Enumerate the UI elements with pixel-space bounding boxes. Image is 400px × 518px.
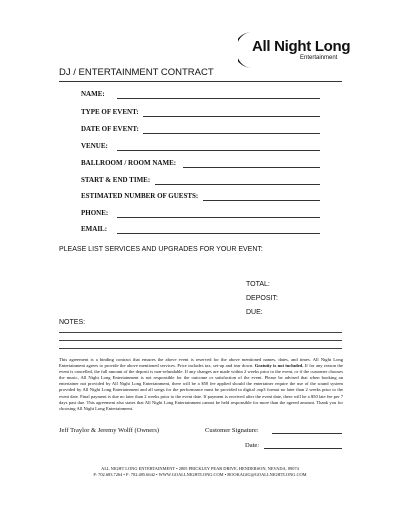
logo-tagline: Entertainment — [300, 55, 338, 61]
deposit-label: DEPOSIT: — [246, 295, 278, 302]
start-end-time-label: START & END TIME: — [81, 176, 151, 184]
type-of-event-line[interactable] — [143, 116, 320, 117]
page-title: DJ / ENTERTAINMENT CONTRACT — [59, 67, 214, 78]
customer-signature-line[interactable] — [272, 433, 342, 434]
title-divider — [59, 81, 342, 82]
type-of-event-field[interactable] — [81, 108, 321, 120]
notes-label: NOTES: — [59, 319, 86, 326]
owners-name: Jeff Traylor & Jeremy Wolff (Owners) — [59, 427, 160, 434]
guests-field[interactable] — [81, 192, 321, 204]
ballroom-field[interactable] — [81, 159, 321, 171]
date-label: Date: — [245, 442, 260, 449]
notes-line[interactable] — [59, 332, 342, 333]
total-label: TOTAL: — [246, 281, 270, 288]
notes-line[interactable] — [59, 348, 342, 349]
email-label: EMAIL: — [81, 225, 108, 233]
due-label: DUE: — [246, 309, 263, 316]
date-line[interactable] — [264, 448, 342, 449]
ballroom-line[interactable] — [183, 167, 320, 168]
phone-label: PHONE: — [81, 209, 109, 217]
footer — [40, 466, 360, 478]
email-line[interactable] — [117, 233, 320, 234]
type-of-event-label: TYPE OF EVENT: — [81, 108, 139, 116]
venue-label: VENUE: — [81, 142, 108, 150]
terms-text: This agreement is a binding contract that ensures the above event is reserved for the above mentioned names, dates, and times. All Night Long Entertainment agrees to provide the above mentioned services. Price includes tax, set-up and tear down. — [59, 357, 343, 369]
name-label: NAME: — [81, 90, 105, 98]
company-logo — [238, 30, 368, 70]
services-prompt: PLEASE LIST SERVICES AND UPGRADES FOR YOUR EVENT: — [59, 246, 263, 253]
date-of-event-line[interactable] — [143, 133, 320, 134]
name-field[interactable] — [81, 90, 321, 102]
ballroom-label: BALLROOM / ROOM NAME: — [81, 159, 177, 167]
email-field[interactable] — [81, 225, 321, 237]
notes-line[interactable] — [59, 340, 342, 341]
footer-contact: P: 702.683.7264 • F: 702.485.6642 • WWW.GOALLNIGHTLONG.COM • BOOKAGIG@GOALLNIGHTLONG.COM — [93, 472, 307, 477]
gratuity-note: Gratuity is not included. — [254, 363, 304, 369]
start-end-time-line[interactable] — [155, 184, 320, 185]
venue-field[interactable] — [81, 142, 321, 154]
terms-text: If for any reason the event is cancelled, the full amount of the deposit is non-refundable. If any changes are made within 2 weeks prior to the event, or if the customer chooses the music, All Night Long Entertainment is not responsible for the outcome or satisfaction of the event. Please be advised that when booking an entertainer not provided by All Night Long Entertainment, there will be a $50 fee applied should the entertainer require the use of the sound system provided by All Night Long Entertainment and all songs for the performance must be provided in digital .mp3 format no later than 2 weeks prior to the event date. Final payment is due no later than 2 weeks prior to the event date. If payment is received after the event date, there will be a $50 late fee per 7 days past due. This agreement also states that All Night Long Entertainment cannot be held responsible for more than the agreed amount. Thank you for choosing All Night Long Entertainment. — [59, 363, 343, 411]
start-end-time-field[interactable] — [81, 176, 321, 188]
footer-address: ALL NIGHT LONG ENTERTAINMENT • 2805 PRICKLEY PEAR DRIVE, HENDERSON, NEVADA, 89074 — [101, 466, 299, 471]
phone-line[interactable] — [117, 217, 320, 218]
date-of-event-label: DATE OF EVENT: — [81, 125, 139, 133]
terms-paragraph — [59, 357, 343, 412]
venue-line[interactable] — [117, 150, 320, 151]
guests-line[interactable] — [203, 200, 320, 201]
name-line[interactable] — [117, 98, 320, 99]
logo-wordmark: All Night Long — [252, 38, 351, 55]
phone-field[interactable] — [81, 209, 321, 221]
customer-signature-label: Customer Signature: — [205, 427, 259, 434]
guests-label: ESTIMATED NUMBER OF GUESTS: — [81, 192, 199, 200]
date-of-event-field[interactable] — [81, 125, 321, 137]
